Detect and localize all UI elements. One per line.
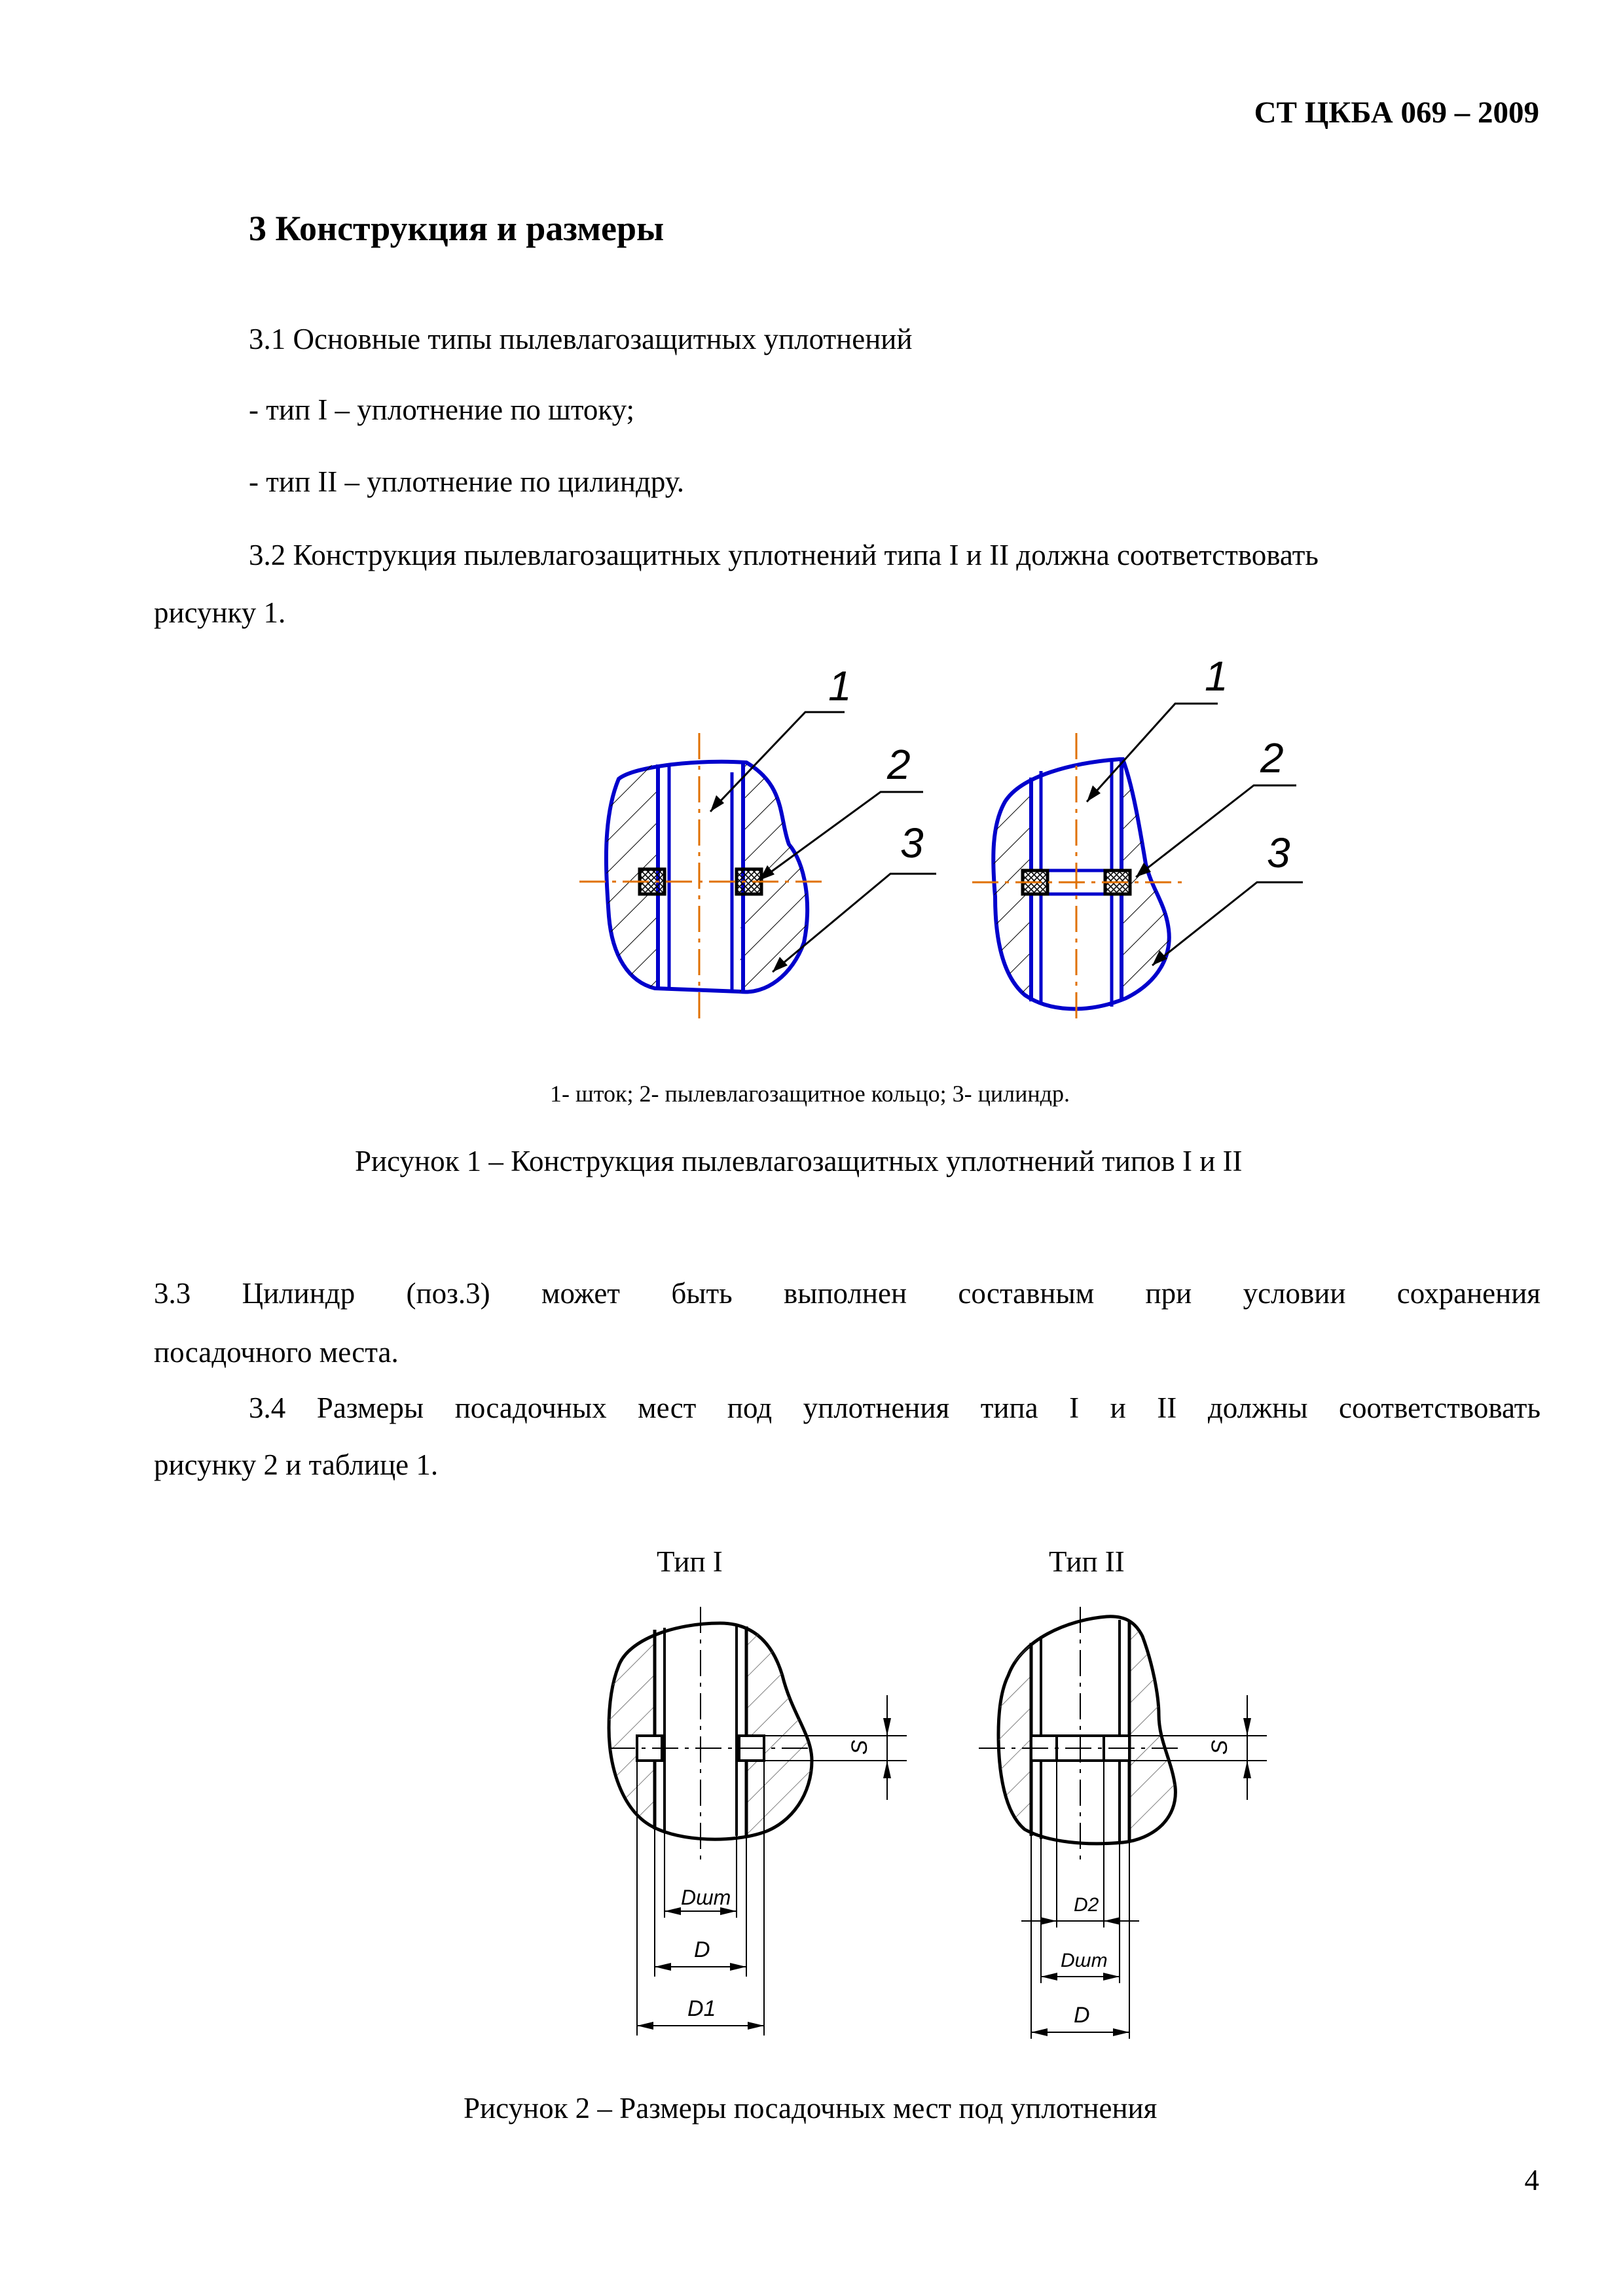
fig2-type2 xyxy=(979,1607,1267,2039)
fig1-type2-callout-1: 1 xyxy=(1205,653,1228,700)
paragraph-3-4-line1: 3.4 Размеры посадочных мест под уплотнения типа I и II должны соответствовать xyxy=(249,1391,1541,1424)
fig1-type1 xyxy=(579,662,936,1021)
fig1-type1-callout-1: 1 xyxy=(828,662,852,709)
page-number: 4 xyxy=(1524,2164,1539,2197)
document-code: СТ ЦКБА 069 – 2009 xyxy=(1254,96,1539,130)
fig2-type1-d1-label: D1 xyxy=(687,1996,716,2021)
paragraph-3-3-line1: 3.3 Цилиндр (поз.3) может быть выполнен составным при условии сохранения xyxy=(154,1277,1541,1310)
type-2-item: - тип II – уплотнение по цилиндру. xyxy=(249,465,685,498)
fig1-type2-callout-2: 2 xyxy=(1260,734,1284,781)
figure-1-legend: 1- шток; 2- пылевлагозащитное кольцо; 3- цилиндр. xyxy=(550,1081,1070,1107)
paragraph-3-2-line1: 3.2 Конструкция пылевлагозащитных уплотнений типа I и II должна соответствовать xyxy=(249,539,1319,571)
fig2-type2-d-label: D xyxy=(1074,2003,1090,2028)
fig2-type2-d2-label: D2 xyxy=(1074,1894,1099,1916)
fig1-type1-callout-3: 3 xyxy=(900,819,924,867)
fig2-type2-s-label: S xyxy=(1207,1740,1232,1755)
paragraph-3-3-line2: посадочного места. xyxy=(154,1336,399,1369)
paragraph-3-4-line2: рисунку 2 и таблице 1. xyxy=(154,1448,439,1481)
fig2-type1-d-label: D xyxy=(694,1937,710,1962)
figure-2-type2-label: Тип II xyxy=(1049,1545,1125,1578)
fig1-type2 xyxy=(972,653,1303,1021)
figure-2-caption: Рисунок 2 – Размеры посадочных мест под уплотнения xyxy=(464,2092,1158,2125)
paragraph-3-1: 3.1 Основные типы пылевлагозащитных уплотнений xyxy=(249,323,913,355)
figure-2-type1-label: Тип I xyxy=(657,1545,723,1578)
fig1-type2-callout-3: 3 xyxy=(1267,829,1290,876)
fig2-type1-dsht-label: Dшт xyxy=(681,1886,731,1909)
section-title: 3 Конструкция и размеры xyxy=(249,209,665,248)
fig2-type2-dsht-label: Dшт xyxy=(1061,1950,1108,1971)
fig2-type1-s-label: S xyxy=(847,1740,872,1755)
type-1-item: - тип I – уплотнение по штоку; xyxy=(249,393,635,426)
paragraph-3-2-line2: рисунку 1. xyxy=(154,596,286,629)
fig1-type1-callout-2: 2 xyxy=(887,741,911,788)
fig2-type1 xyxy=(609,1607,907,2036)
figure-1-caption: Рисунок 1 – Конструкция пылевлагозащитных уплотнений типов I и II xyxy=(355,1145,1243,1177)
